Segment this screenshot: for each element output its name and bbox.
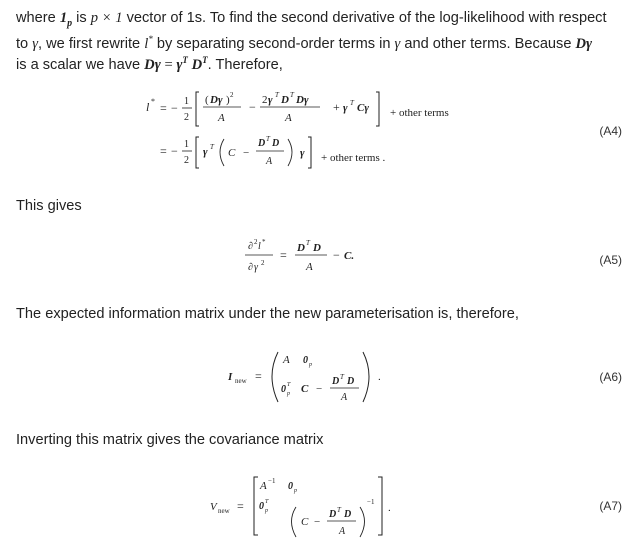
inverting-text: Inverting this matrix gives the covariance matrix (16, 432, 324, 448)
svg-text:=: = (255, 369, 262, 383)
svg-text:∂: ∂ (248, 262, 253, 273)
svg-text:0: 0 (259, 501, 264, 512)
svg-text:=: = (160, 144, 167, 158)
equation-a7 (0, 471, 640, 541)
svg-text:V: V (210, 501, 217, 513)
svg-text:A: A (283, 354, 290, 366)
svg-text:D: D (329, 509, 337, 520)
svg-text:D: D (313, 242, 321, 254)
intro-text: is (72, 10, 91, 26)
svg-text:0: 0 (288, 481, 293, 492)
svg-text:−: − (171, 144, 178, 158)
svg-text:γ: γ (268, 94, 273, 106)
svg-text:=: = (160, 101, 167, 115)
svg-text:C: C (301, 383, 309, 395)
svg-text:2: 2 (184, 112, 189, 123)
intro-text: , we first rewrite (38, 35, 145, 52)
svg-text:D: D (297, 242, 305, 254)
svg-text:Dγ: Dγ (296, 94, 309, 106)
svg-text:C: C (228, 147, 236, 159)
svg-text:2: 2 (254, 238, 258, 246)
inline-eq-lhs: Dγ (144, 56, 161, 73)
svg-text:): ) (226, 94, 230, 106)
svg-text:T: T (287, 382, 291, 388)
equation-a4 (0, 82, 640, 192)
svg-text:−: − (171, 101, 178, 115)
svg-text:A: A (218, 112, 225, 124)
svg-text:A: A (260, 480, 267, 492)
gamma-symbol: γ (394, 35, 401, 52)
a4-other-terms-2: + other terms . (321, 152, 386, 164)
svg-text:Cγ: Cγ (357, 102, 369, 114)
svg-text:γ: γ (343, 102, 348, 114)
svg-text:T: T (275, 91, 279, 99)
svg-text:1: 1 (184, 139, 189, 150)
svg-text:D: D (332, 376, 340, 387)
svg-text:=: = (237, 499, 244, 513)
svg-text:l: l (146, 100, 150, 114)
svg-text:−: − (249, 100, 256, 114)
svg-text:*: * (151, 97, 155, 106)
svg-text:T: T (210, 143, 214, 151)
dimension-expr: p × 1 (90, 10, 123, 26)
gamma-symbol: γ (32, 35, 38, 52)
intro-text: . Therefore, (207, 56, 283, 73)
svg-text:0: 0 (281, 384, 286, 395)
intro-text: by separating second-order terms in (152, 35, 395, 52)
a7-sub-new: new (218, 507, 230, 515)
svg-text:−: − (314, 516, 321, 528)
svg-text:(: ( (205, 94, 209, 106)
svg-text:D: D (347, 376, 355, 387)
svg-text:1: 1 (184, 96, 189, 107)
svg-text:.: . (388, 502, 391, 514)
svg-text:0: 0 (303, 355, 308, 366)
svg-text:D: D (281, 94, 289, 106)
svg-text:*: * (262, 238, 266, 246)
expected-info-text: The expected information matrix under the new parameterisation is, therefore, (16, 306, 519, 322)
d-gamma-symbol: Dγ (575, 35, 593, 52)
intro-text: vector of 1s. To find the second derivative of the log-likelihood with respect (122, 10, 607, 26)
svg-text:2: 2 (230, 91, 234, 99)
equation-number-a5: (A5) (599, 253, 622, 267)
svg-text:A: A (266, 156, 273, 167)
svg-text:Dγ: Dγ (210, 94, 223, 106)
svg-text:−1: −1 (268, 477, 276, 485)
a4-other-terms-1: + other terms (390, 107, 449, 119)
svg-text:C.: C. (344, 250, 355, 262)
inline-eq-equals: = (160, 56, 177, 73)
svg-text:T: T (266, 135, 270, 143)
equation-a6 (0, 346, 640, 406)
svg-text:+: + (333, 100, 340, 114)
svg-text:γ: γ (300, 147, 305, 159)
svg-text:2: 2 (261, 259, 265, 267)
l-star-symbol: l* (144, 34, 153, 52)
svg-text:p: p (294, 488, 297, 494)
svg-text:I: I (228, 371, 233, 383)
svg-text:p: p (287, 391, 290, 397)
svg-text:D: D (344, 509, 352, 520)
svg-text:−: − (243, 147, 250, 159)
svg-text:=: = (280, 248, 287, 262)
svg-text:D: D (258, 138, 266, 149)
intro-text: to (16, 35, 33, 52)
svg-text:γ: γ (203, 146, 208, 158)
svg-text:2: 2 (184, 155, 189, 166)
intro-text: is a scalar we have (16, 56, 145, 73)
svg-text:A: A (285, 112, 292, 124)
equation-a5 (0, 234, 640, 284)
ones-vector: $1_p$ (59, 10, 73, 29)
equation-number-a7: (A7) (599, 499, 622, 513)
svg-text:.: . (378, 371, 381, 383)
svg-text:T: T (340, 373, 344, 381)
equation-number-a4: (A4) (599, 124, 622, 138)
intro-text: and other terms. Because (400, 35, 576, 52)
this-gives-text: This gives (16, 198, 82, 214)
inline-eq-rhs: $\gamma^T$ $D^T$ (176, 55, 208, 73)
svg-text:T: T (306, 239, 310, 247)
svg-text:T: T (337, 506, 341, 514)
intro-text: where (16, 10, 60, 26)
svg-text:T: T (265, 499, 269, 505)
svg-text:A: A (341, 392, 348, 403)
a6-sub-new: new (235, 377, 247, 385)
svg-text:p: p (265, 508, 268, 514)
intro-line-3 (16, 50, 283, 75)
svg-text:−: − (333, 248, 340, 262)
svg-text:p: p (309, 362, 312, 368)
svg-text:C: C (301, 516, 309, 528)
svg-text:γ: γ (254, 262, 258, 273)
svg-text:−: − (316, 383, 323, 395)
svg-text:D: D (272, 138, 280, 149)
svg-text:T: T (350, 99, 354, 107)
svg-text:l: l (258, 241, 261, 252)
svg-text:A: A (339, 526, 346, 537)
svg-text:A: A (306, 261, 313, 273)
svg-text:∂: ∂ (248, 241, 253, 252)
svg-text:−1: −1 (367, 498, 375, 506)
svg-text:T: T (290, 91, 294, 99)
equation-number-a6: (A6) (599, 370, 622, 384)
svg-text:2: 2 (262, 94, 268, 106)
